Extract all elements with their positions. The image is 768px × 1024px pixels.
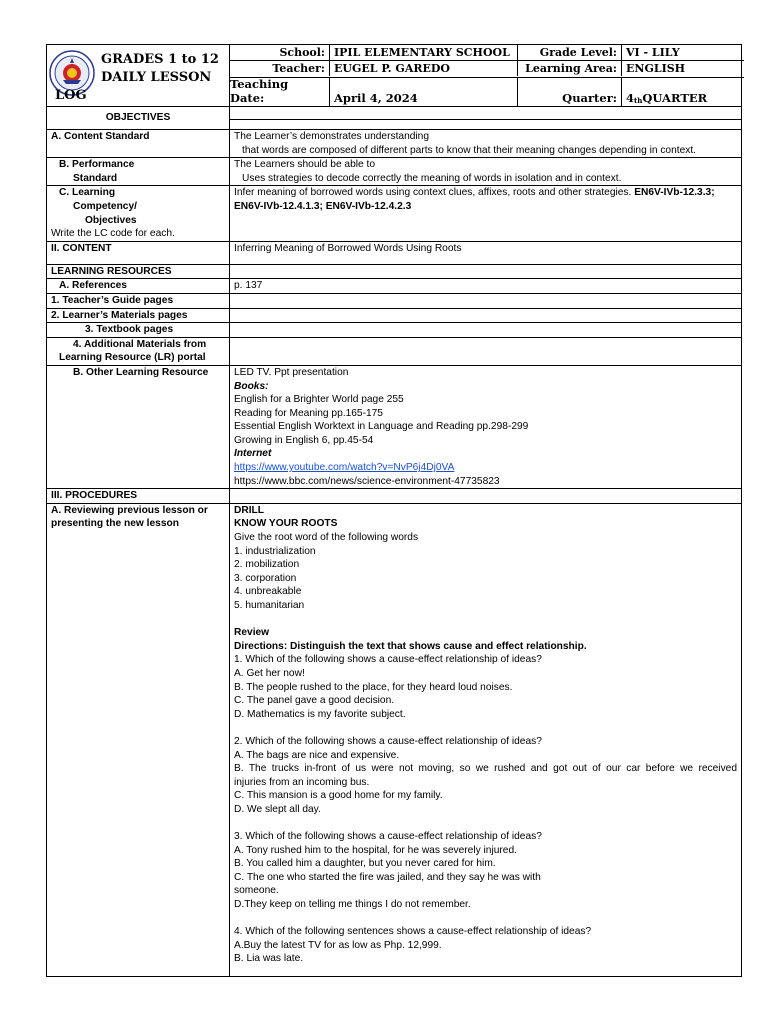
q2-option-b-line-1: B. The trucks in-front of us were not moving, so we rushed and got out of our car before we received [234,763,737,775]
procedure-a-content [230,503,742,976]
performance-standard-row [47,158,742,186]
competency-label-line-3: Objectives [85,214,137,226]
resources-heading: LEARNING RESOURCES [47,264,230,279]
q1-option-a: A. Get her now! [234,667,305,679]
lr-portal-value [230,337,742,365]
q3-option-c-line-2: someone. [234,885,279,897]
drill-item: 1. industrialization [234,545,316,557]
procedures-heading-blank [230,489,742,504]
q2-option-d: D. We slept all day. [234,803,321,815]
references-row [47,279,742,294]
youtube-link[interactable]: https://www.youtube.com/watch?v=NvP6j4Dj0VA [234,462,455,474]
book-item: Essential English Worktext in Language and Reading pp.298-299 [234,421,529,433]
resources-heading-blank [230,264,742,279]
title-line-3: LOG [55,88,87,103]
review-heading: Review [234,627,270,639]
question-2: 2. Which of the following shows a cause-effect relationship of ideas? [234,735,542,747]
drill-directions: Give the root word of the following words [234,532,419,544]
competency-codes: EN6V-IVb-12.3.3; EN6V-IVb-12.4.1.3; EN6V-IVb-12.4.2.3 [234,187,715,212]
q2-option-a: A. The bags are nice and expensive. [234,749,400,761]
drill-item: 3. corporation [234,572,297,584]
drill-item: 2. mobilization [234,559,300,571]
content-standard-value [230,130,742,158]
quarter-value [622,78,744,107]
grade-value: VI - LILY [626,46,680,59]
lr-portal-label-line-1: 4. Additional Materials from [73,338,207,350]
competency-row [47,186,742,241]
q3-option-b: B. You called him a daughter, but you never cared for him. [234,858,496,870]
drill-heading: DRILL [234,504,264,516]
learning-area-value: ENGLISH [626,62,686,75]
performance-standard-label [47,158,230,186]
other-resources-line: LED TV. Ppt presentation [234,366,349,378]
performance-standard-value [230,158,742,186]
drill-item: 4. unbreakable [234,586,302,598]
textbook-value [230,323,742,338]
learning-area-label: Learning Area: [518,61,622,76]
question-4: 4. Which of the following sentences shows a cause-effect relationship of ideas? [234,926,592,938]
objectives-heading-row [47,107,742,130]
quarter-word: QUARTER [642,91,708,105]
q1-option-b: B. The people rushed to the place, for they heard loud noises. [234,681,513,693]
title-line-1: GRADES 1 to 12 [101,52,219,67]
objectives-heading-blank [230,107,742,130]
competency-value [230,186,742,241]
textbook-label: 3. Textbook pages [85,324,174,336]
review-directions: Directions: Distinguish the text that shows cause and effect relationship. [234,640,587,652]
grade-label: Grade Level: [518,45,622,60]
header-row-teacher [230,61,744,76]
references-label: A. References [59,280,127,292]
performance-label-line-2: Standard [73,172,118,184]
question-3: 3. Which of the following shows a cause-effect relationship of ideas? [234,831,542,843]
internet-heading: Internet [234,448,272,460]
lesson-log-page [46,44,742,977]
header-row-school [230,45,744,61]
content-standard-label: A. Content Standard [47,130,230,158]
q2-option-b-line-2: injuries from an incoming bus. [234,776,370,788]
resources-heading-row [47,264,742,279]
learners-materials-label: 2. Learner’s Materials pages [47,308,230,323]
content-row [47,241,742,264]
learners-materials-value [230,308,742,323]
lr-portal-label [47,337,230,365]
procedures-heading-row [47,489,742,504]
learners-materials-row [47,308,742,323]
header-info-grid [229,45,744,106]
procedure-a-label-line-2: presenting the new lesson [51,518,179,530]
competency-label [47,186,230,241]
quarter-number: 4 [626,91,635,105]
content-label: II. CONTENT [47,241,230,264]
know-roots-heading: KNOW YOUR ROOTS [234,518,338,530]
objectives-heading: OBJECTIVES [47,107,230,130]
procedures-heading: III. PROCEDURES [47,489,230,504]
teachers-guide-row [47,293,742,308]
book-item: Growing in English 6, pp.45-54 [234,434,374,446]
q3-option-a: A. Tony rushed him to the hospital, for he was severely injured. [234,844,517,856]
content-standard-line-2: that words are composed of different parts to know that their meaning changes depending in context. [242,144,697,156]
document-title [101,51,219,87]
competency-text: Infer meaning of borrowed words using context clues, affixes, roots and other strategies. [234,187,632,199]
performance-label-line-1: B. Performance [59,159,135,171]
q1-option-c: C. The panel gave a good decision. [234,695,395,707]
q4-option-b: B. Lia was late. [234,953,304,965]
procedure-a-label [47,503,230,976]
drill-item: 5. humanitarian [234,600,305,611]
teaching-date-value: April 4, 2024 [330,78,518,107]
competency-note: Write the LC code for each. [51,228,175,240]
teacher-value: EUGEL P. GAREDO [330,61,518,76]
teachers-guide-value [230,293,742,308]
q4-option-a: A.Buy the latest TV for as low as Php. 12,999. [234,939,442,951]
quarter-label: Quarter: [518,78,622,107]
procedure-a-row [47,503,742,976]
procedure-a-label-line-1: A. Reviewing previous lesson or [51,504,208,516]
references-value: p. 137 [230,279,742,294]
school-label: School: [230,45,330,60]
q3-option-c-line-1: C. The one who started the fire was jailed, and they say he was with [234,871,541,883]
logo-cell [47,45,229,106]
textbook-row [47,323,742,338]
title-line-2: DAILY LESSON [101,70,212,85]
books-heading: Books: [234,380,269,392]
quarter-suffix: th [634,96,643,105]
teachers-guide-label: 1. Teacher’s Guide pages [47,293,230,308]
header-row-date [230,77,744,107]
document-header [46,44,742,106]
school-value: IPIL ELEMENTARY SCHOOL [330,45,518,60]
other-resources-value [230,365,742,488]
teacher-label: Teacher: [230,61,330,76]
lr-portal-label-line-2: Learning Resource (LR) portal [59,352,206,364]
lr-portal-row [47,337,742,365]
performance-line-2: Uses strategies to decode correctly the meaning of words in isolation and in context. [242,172,622,184]
content-standard-line-1: The Learner’s demonstrates understanding [234,131,430,142]
book-item: English for a Brighter World page 255 [234,394,404,406]
teaching-date-label: Teaching Date: [230,78,330,107]
question-1: 1. Which of the following shows a cause-effect relationship of ideas? [234,654,542,666]
content-value: Inferring Meaning of Borrowed Words Using Roots [230,241,742,264]
competency-label-line-2: Competency/ [73,200,137,212]
content-standard-row [47,130,742,158]
q1-option-d: D. Mathematics is my favorite subject. [234,708,406,720]
q2-option-c: C. This mansion is a good home for my family. [234,790,443,802]
q3-option-d: D.They keep on telling me things I do not remember. [234,899,471,911]
book-item: Reading for Meaning pp.165-175 [234,407,383,419]
other-resources-row [47,365,742,488]
performance-line-1: The Learners should be able to [234,159,376,171]
other-resources-label: B. Other Learning Resource [73,366,209,378]
bbc-link: https://www.bbc.com/news/science-environment-47735823 [234,475,500,487]
lesson-table [46,106,742,977]
competency-label-line-1: C. Learning [59,187,116,199]
